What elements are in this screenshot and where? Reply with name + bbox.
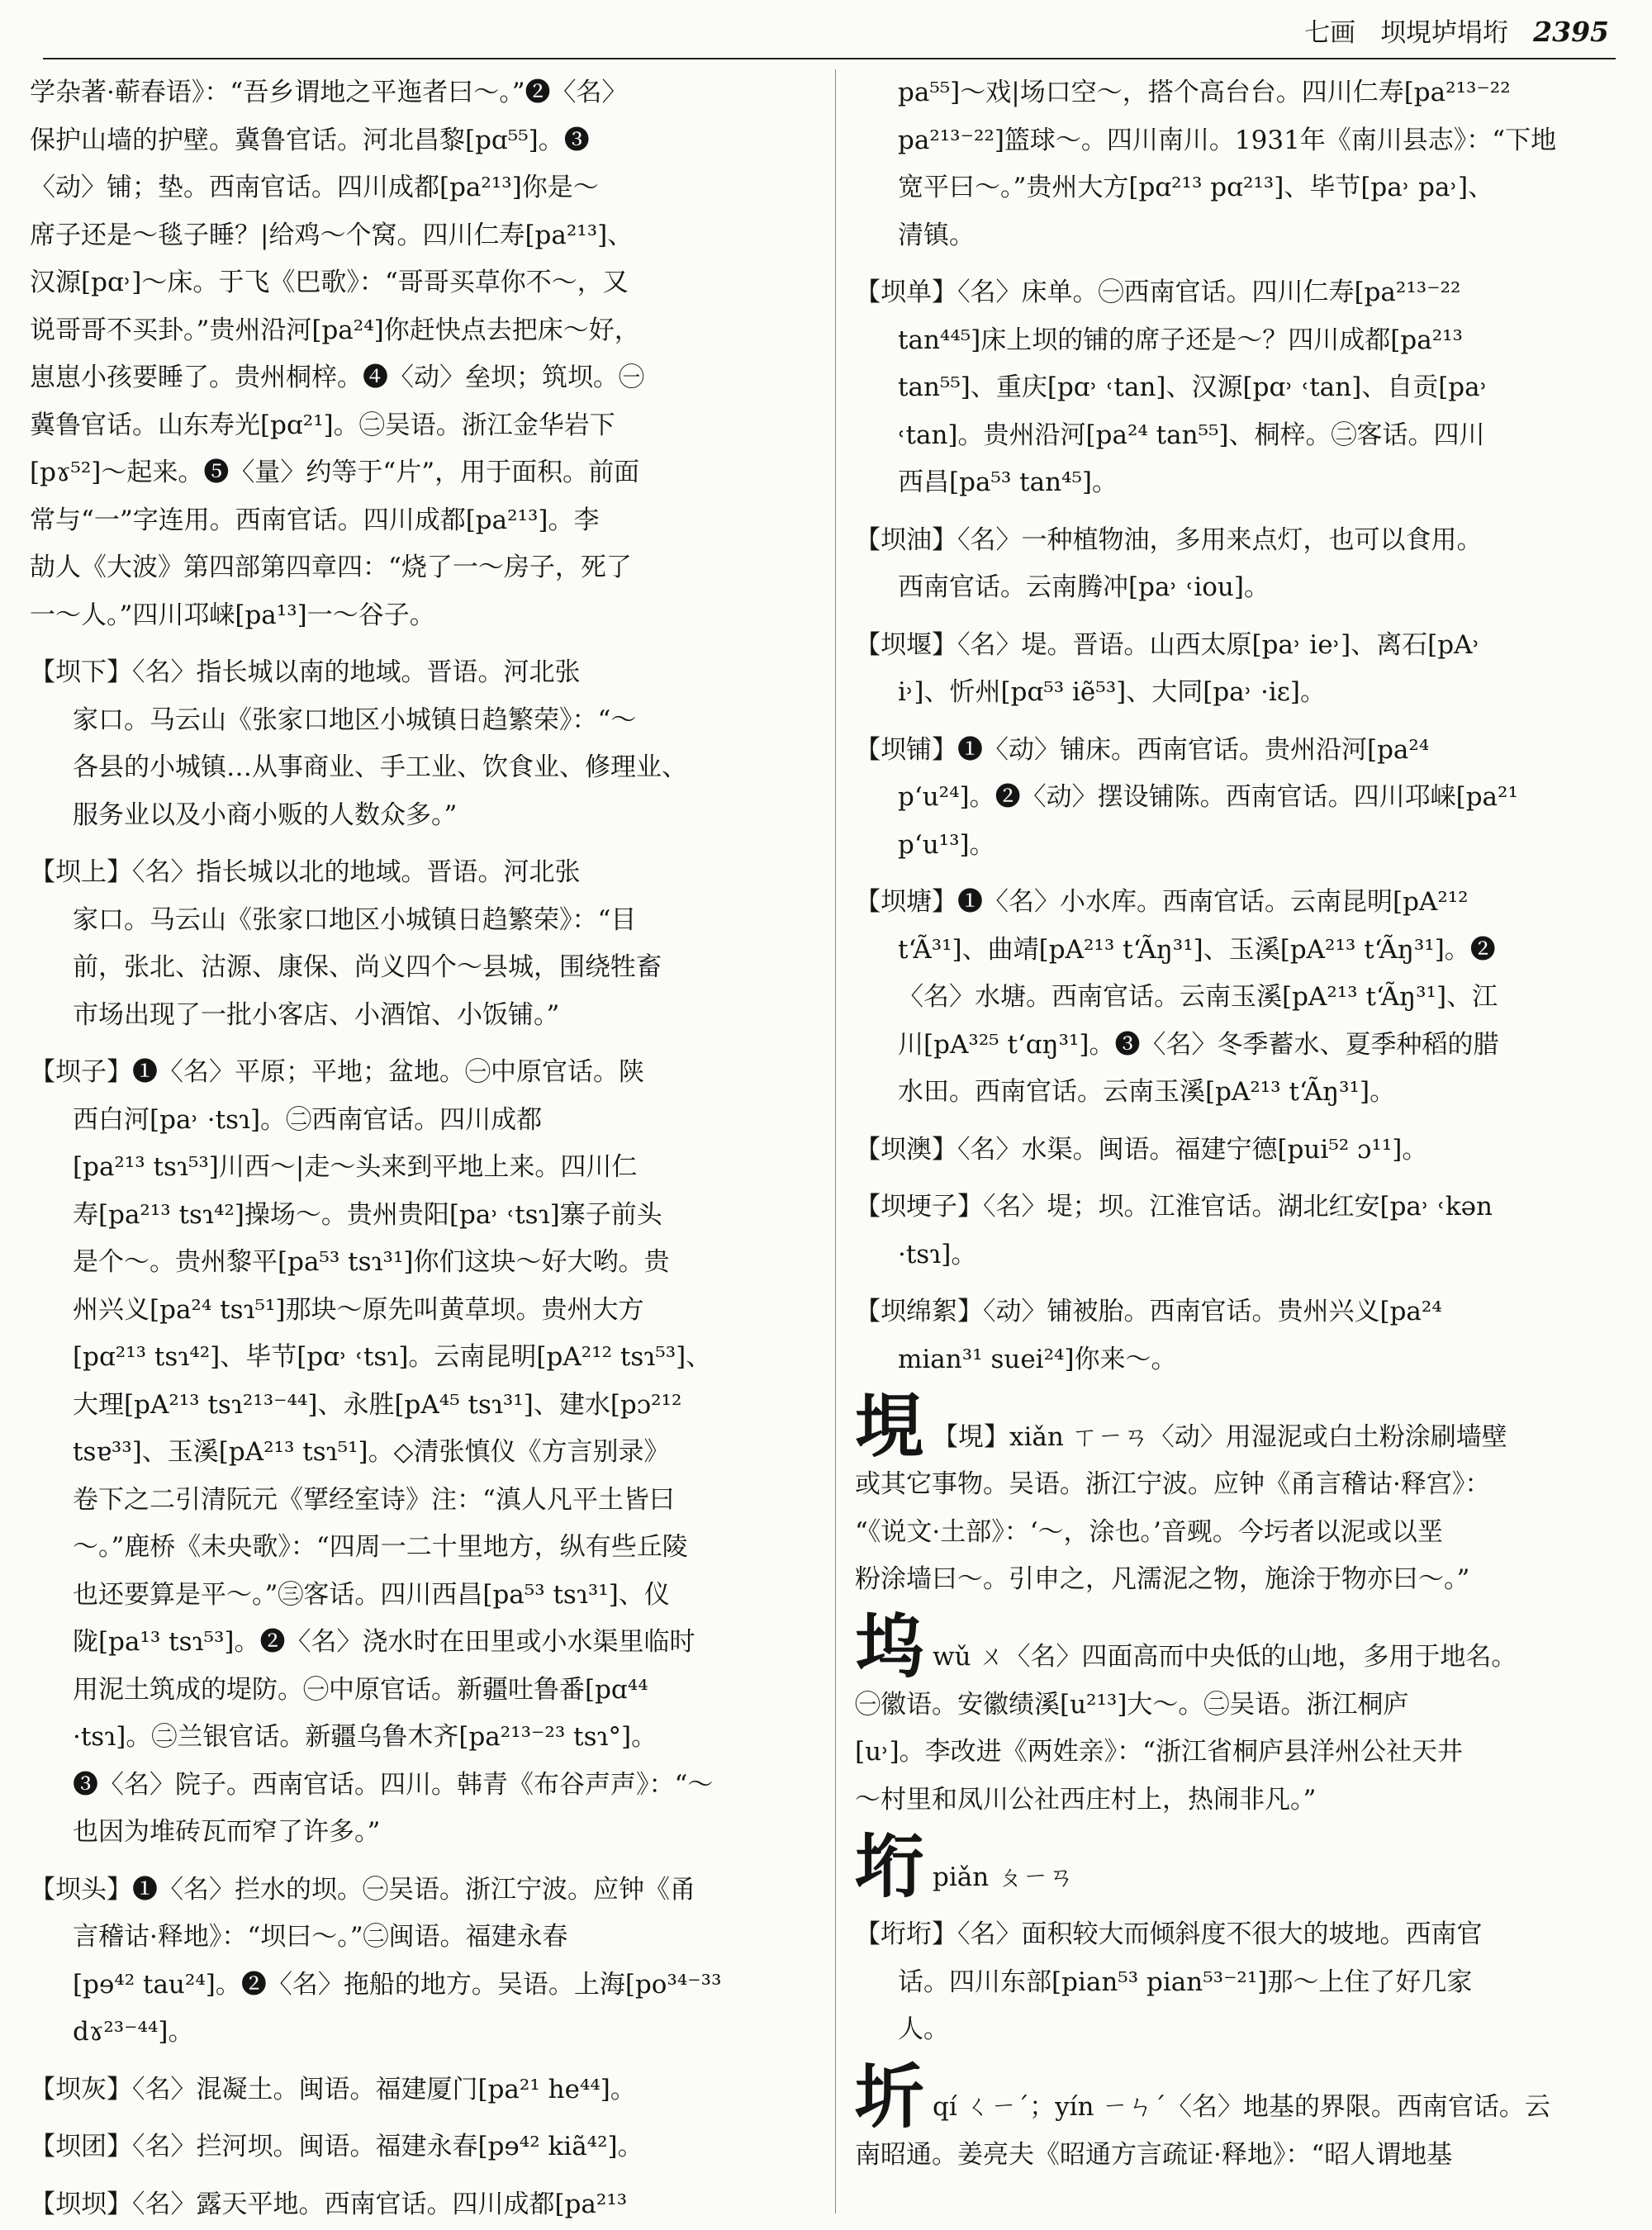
text-line: [pɑ²¹³ tsɿ⁴²]、毕节[pɑ˒ ˓tsɿ]。云南昆明[pA²¹² tsɿ⁵³]、 bbox=[73, 1342, 712, 1372]
text-line: mian³¹ suei²⁴]你来～。 bbox=[898, 1344, 1177, 1374]
entry-line: 【坝单】〈名〉床单。㊀西南官话。四川仁寿[pa²¹³⁻²² bbox=[855, 278, 1461, 307]
text-line: dɤ²³⁻⁴⁴]。 bbox=[73, 2017, 194, 2047]
text-line: [pa²¹³ tsɿ⁵³]川西～|走～头来到平地上来。四川仁 bbox=[73, 1152, 638, 1182]
entry-line: 【坝塘】❶〈名〉小水库。西南官话。云南昆明[pA²¹² bbox=[855, 887, 1469, 917]
entry-line: 【坝上】〈名〉指长城以北的地域。晋语。河北张 bbox=[30, 857, 581, 887]
headword-entry bbox=[855, 2055, 1623, 2137]
text-line: 〈名〉水塘。西南官话。云南玉溪[pA²¹³ t‘Ãŋ³¹]、江 bbox=[898, 982, 1498, 1012]
text-line: 水田。西南官话。云南玉溪[pA²¹³ t‘Ãŋ³¹]。 bbox=[898, 1077, 1396, 1107]
text-line: ·tsɿ]。 bbox=[898, 1239, 977, 1269]
left-column bbox=[30, 69, 819, 2228]
text-line: 劼人《大波》第四部第四章四：“烧了一～房子，死了 bbox=[30, 553, 632, 582]
headword-line: piǎn ㄆㄧㄢ bbox=[933, 1862, 1075, 1892]
text-line: pa⁵⁵]～戏|场口空～，搭个高台台。四川仁寿[pa²¹³⁻²² bbox=[898, 78, 1511, 107]
entry-line: 【坝子】❶〈名〉平原；平地；盆地。㊀中原官话。陕 bbox=[30, 1057, 644, 1087]
entry-line: 【垳垳】〈名〉面积较大而倾斜度不很大的坡地。西南官 bbox=[855, 1919, 1483, 1949]
entry-line: 【坝油】〈名〉一种植物油，多用来点灯，也可以食用。 bbox=[855, 524, 1483, 555]
text-line: [pɘ⁴² tau²⁴]。❷〈名〉拖船的地方。吴语。上海[po³⁴⁻³³ bbox=[73, 1969, 722, 2000]
text-line: 西昌[pa⁵³ tan⁴⁵]。 bbox=[898, 467, 1118, 497]
text-line: ˓tan]。贵州沿河[pa²⁴ tan⁵⁵]、桐梓。㊁客话。四川 bbox=[898, 420, 1485, 450]
page-number: 2395 bbox=[1533, 16, 1609, 48]
text-line: 也还要算是平～。”㊂客话。四川西昌[pa⁵³ tsɿ³¹]、仪 bbox=[73, 1579, 670, 1610]
text-line: 或其它事物。吴语。浙江宁波。应钟《甬言稽诂·释宫》： bbox=[855, 1469, 1491, 1499]
text-line: [pɤ⁵²]～起来。❺〈量〉约等于“片”，用于面积。前面 bbox=[30, 458, 640, 487]
headword-char: 垳 bbox=[855, 1825, 925, 1907]
text-line: 西白河[pa˒ ·tsɿ]。㊁西南官话。四川成都 bbox=[73, 1104, 543, 1135]
right-column bbox=[855, 69, 1623, 2179]
text-line: 南昭通。姜亮夫《昭通方言疏证·释地》：“昭人谓地基 bbox=[855, 2139, 1453, 2170]
text-line: [u˒]。李改进《两姓亲》：“浙江省桐庐县洋州公社天井 bbox=[855, 1737, 1464, 1767]
text-line: ❸〈名〉院子。西南官话。四川。韩青《布谷声声》：“～ bbox=[73, 1769, 714, 1800]
text-line: 西南官话。云南腾冲[pa˒ ˓iou]。 bbox=[898, 572, 1270, 602]
text-line: ㊀徽语。安徽绩溪[u²¹³]大～。㊁吴语。浙江桐庐 bbox=[855, 1689, 1409, 1720]
text-line: tan⁵⁵]、重庆[pɑ˒ ˓tan]、汉源[pɑ˒ ˓tan]、自贡[pa˒ bbox=[898, 372, 1488, 402]
headword-line: qí ㄑㄧˊ；yín ㄧㄣˊ〈名〉地基的界限。西南官话。云 bbox=[933, 2092, 1550, 2122]
text-line: 清镇。 bbox=[898, 220, 975, 250]
text-line: 家口。马云山《张家口地区小城镇日趋繁荣》：“～ bbox=[73, 705, 637, 735]
headword-line: wǔ ㄨ〈名〉四面高而中央低的山地，多用于地名。 bbox=[933, 1642, 1517, 1672]
text-line: 人。 bbox=[898, 2014, 949, 2044]
text-line: 话。四川东部[pian⁵³ pian⁵³⁻²¹]那～上住了好几家 bbox=[898, 1967, 1473, 1997]
entry-line: 【坝澳】〈名〉水渠。闽语。福建宁德[pui⁵² ɔ¹¹]。 bbox=[855, 1134, 1428, 1165]
text-line: 服务业以及小商小贩的人数众多。” bbox=[73, 799, 458, 830]
text-line: “《说文·土部》：‘～，涂也。’音觋。今圬者以泥或以垩 bbox=[855, 1516, 1443, 1547]
text-line: 卷下之二引清阮元《揅经室诗》注：“滇人凡平土皆曰 bbox=[73, 1484, 675, 1515]
text-line: i˒]、忻州[pɑ⁵³ iẽ⁵³]、大同[pa˒ ·iɛ]。 bbox=[898, 677, 1326, 707]
text-line: p‘u¹³]。 bbox=[898, 829, 995, 860]
text-line: 学杂著·蕲春语》：“吾乡谓地之平迤者曰～。”❷〈名〉 bbox=[30, 78, 628, 107]
text-line: 常与“一”字连用。西南官话。四川成都[pa²¹³]。李 bbox=[30, 505, 600, 535]
entry-line: 【坝团】〈名〉拦河坝。闽语。福建永春[pɘ⁴² kiã⁴²]。 bbox=[30, 2132, 643, 2161]
header-section: 七画 bbox=[1304, 18, 1356, 48]
text-line: 各县的小城镇…从事商业、手工业、饮食业、修理业、 bbox=[73, 752, 687, 782]
entry-line: 【坝头】❶〈名〉拦水的坝。㊀吴语。浙江宁波。应钟《甬 bbox=[30, 1874, 695, 1905]
text-line: 〈动〉铺；垫。西南官话。四川成都[pa²¹³]你是～ bbox=[30, 173, 599, 202]
text-line: 州兴义[pa²⁴ tsɿ⁵¹]那块～原先叫黄草坝。贵州大方 bbox=[73, 1294, 644, 1325]
text-line: ～。”鹿桥《未央歌》：“四周一二十里地方，纵有些丘陵 bbox=[73, 1532, 688, 1562]
header-rule bbox=[43, 58, 1616, 59]
page-header bbox=[1304, 12, 1609, 55]
entry-line: 【坝铺】❶〈动〉铺床。西南官话。贵州沿河[pa²⁴ bbox=[855, 734, 1430, 765]
text-line: 前，张北、沽源、康保、尚义四个～县城，围绕牲畜 bbox=[73, 952, 662, 982]
text-line: t‘Ã³¹]、曲靖[pA²¹³ t‘Ãŋ³¹]、玉溪[pA²¹³ t‘Ãŋ³¹]。❷ bbox=[898, 934, 1496, 965]
text-line: 也因为堆砖瓦而窄了许多。” bbox=[73, 1817, 381, 1847]
text-line: tsɐ³³]、玉溪[pA²¹³ tsɿ⁵¹]。◇清张慎仪《方言别录》 bbox=[73, 1437, 670, 1467]
header-chars: 坝垷垆埍垳 bbox=[1380, 18, 1509, 48]
text-line: 冀鲁官话。山东寿光[pɑ²¹]。㊁吴语。浙江金华岩下 bbox=[30, 410, 615, 440]
headword-line: 【垷】xiǎn ㄒㄧㄢ〈动〉用湿泥或白土粉涂刷墙壁 bbox=[933, 1421, 1507, 1452]
text-line: 崽崽小孩要睡了。贵州桐梓。❹〈动〉垒坝；筑坝。㊀ bbox=[30, 363, 644, 392]
text-line: p‘u²⁴]。❷〈动〉摆设铺陈。西南官话。四川邛崃[pa²¹ bbox=[898, 782, 1518, 812]
text-line: 大理[pA²¹³ tsɿ²¹³⁻⁴⁴]、永胜[pA⁴⁵ tsɿ³¹]、建水[pɔ²¹² bbox=[73, 1389, 682, 1420]
headword-char: 圻 bbox=[855, 2055, 925, 2137]
text-line: 说哥哥不买卦。”贵州沿河[pa²⁴]你赶快点去把床～好， bbox=[30, 315, 640, 345]
entry-line: 【坝堰】〈名〉堤。晋语。山西太原[pa˒ ie˒]、离石[pA˒ bbox=[855, 629, 1481, 660]
entry-line: 【坝坝】〈名〉露天平地。西南官话。四川成都[pa²¹³ bbox=[30, 2189, 628, 2219]
entry-line: 【坝埂子】〈名〉堤；坝。江淮官话。湖北红安[pa˒ ˓kən bbox=[855, 1192, 1493, 1222]
headword-entry bbox=[855, 1825, 1623, 1907]
text-line: 市场出现了一批小客店、小酒馆、小饭铺。” bbox=[73, 999, 560, 1030]
entry-line: 【坝灰】〈名〉混凝土。闽语。福建厦门[pa²¹ he⁴⁴]。 bbox=[30, 2074, 636, 2104]
text-line: 席子还是～毯子睡？|给鸡～个窝。四川仁寿[pa²¹³]、 bbox=[30, 220, 634, 250]
column-divider bbox=[835, 69, 836, 2213]
text-line: 汉源[pɑ˒]～床。于飞《巴歌》：“哥哥买草你不～，又 bbox=[30, 268, 629, 297]
text-line: 寿[pa²¹³ tsɿ⁴²]操场～。贵州贵阳[pa˒ ˓tsɿ]寨子前头 bbox=[73, 1199, 662, 1230]
text-line: 粉涂墙曰～。引申之，凡濡泥之物，施涂于物亦曰～。” bbox=[855, 1564, 1470, 1594]
text-line: pa²¹³⁻²²]篮球～。四川南川。1931年《南川县志》：“下地 bbox=[898, 125, 1557, 155]
text-line: 用泥土筑成的堤防。㊀中原官话。新疆吐鲁番[pɑ⁴⁴ bbox=[73, 1674, 648, 1705]
entry-line: 【坝下】〈名〉指长城以南的地域。晋语。河北张 bbox=[30, 657, 581, 687]
text-line: ～村里和凤川公社西庄村上，热闹非凡。” bbox=[855, 1784, 1317, 1815]
headword-entry bbox=[855, 1385, 1623, 1467]
headword-char: 坞 bbox=[855, 1605, 925, 1687]
text-line: 宽平曰～。”贵州大方[pɑ²¹³ pɑ²¹³]、毕节[pa˒ pa˒]、 bbox=[898, 173, 1494, 202]
text-line: 一～人。”四川邛崃[pa¹³]一～谷子。 bbox=[30, 600, 435, 630]
text-line: 保护山墙的护壁。冀鲁官话。河北昌黎[pɑ⁵⁵]。❸ bbox=[30, 125, 590, 155]
text-line: tan⁴⁴⁵]床上坝的铺的席子还是～？四川成都[pa²¹³ bbox=[898, 325, 1463, 355]
text-line: 川[pA³²⁵ t‘ɑŋ³¹]。❸〈名〉冬季蓄水、夏季种稻的腊 bbox=[898, 1029, 1499, 1060]
text-line: 陇[pa¹³ tsɿ⁵³]。❷〈名〉浇水时在田里或小水渠里临时 bbox=[73, 1627, 695, 1657]
entry-line: 【坝绵絮】〈动〉铺被胎。西南官话。贵州兴义[pa²⁴ bbox=[855, 1297, 1442, 1326]
text-line: ·tsɿ]。㊁兰银官话。新疆乌鲁木齐[pa²¹³⁻²³ tsɿ°]。 bbox=[73, 1722, 657, 1752]
text-line: 家口。马云山《张家口地区小城镇日趋繁荣》：“目 bbox=[73, 904, 637, 935]
headword-char: 垷 bbox=[855, 1385, 925, 1467]
text-line: 是个～。贵州黎平[pa⁵³ tsɿ³¹]你们这块～好大哟。贵 bbox=[73, 1247, 670, 1277]
text-line: 言稽诂·释地》：“坝曰～。”㊁闽语。福建永春 bbox=[73, 1922, 568, 1952]
headword-entry bbox=[855, 1605, 1623, 1687]
